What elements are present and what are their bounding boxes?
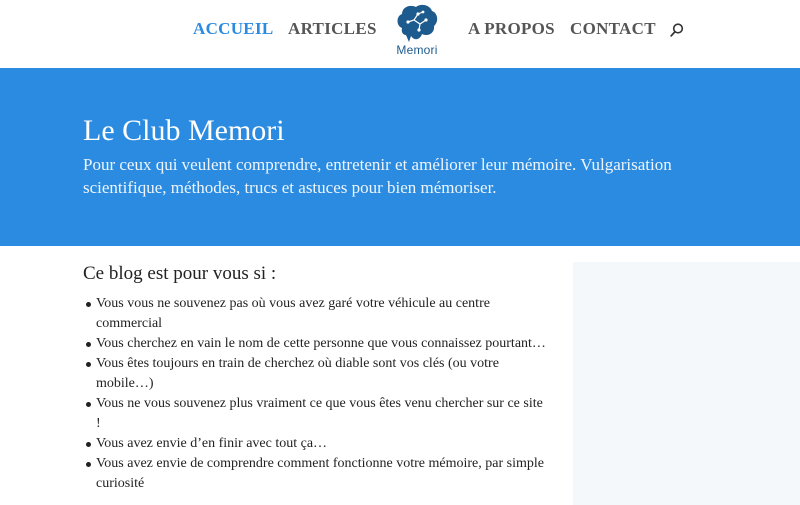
site-header [0, 0, 800, 68]
search-icon[interactable] [669, 22, 685, 38]
list-item: Vous avez envie d’en finir avec tout ça… [96, 434, 546, 454]
nav-articles[interactable]: ARTICLES [288, 19, 377, 38]
nav-accueil[interactable]: ACCUEIL [193, 19, 274, 38]
list-item: Vous cherchez en vain le nom de cette personne que vous connaissez pourtant… [96, 334, 546, 354]
reasons-list [83, 294, 558, 494]
list-item: Vous vous ne souvenez pas où vous avez garé votre véhicule au centre commercial [96, 294, 546, 334]
list-item: Vous avez envie de comprendre comment fonctionne votre mémoire, par simple curiosité [96, 454, 546, 494]
logo-text: Memori [396, 43, 438, 57]
list-item: Vous êtes toujours en train de cherchez où diable sont vos clés (ou votre mobile…) [96, 354, 546, 394]
list-item: Vous ne vous souvenez plus vraiment ce que vous êtes venu chercher sur ce site ! [96, 394, 546, 434]
nav-contact[interactable]: CONTACT [570, 19, 656, 38]
brain-logo-icon [394, 2, 440, 44]
sidebar [573, 262, 800, 505]
hero-banner [0, 68, 800, 246]
main-content [83, 262, 558, 494]
memori-logo[interactable] [390, 2, 444, 62]
hero-subtitle: Pour ceux qui veulent comprendre, entretenir et améliorer leur mémoire. Vulgarisation scientifique, méthodes, trucs et astuces pour bien mémoriser. [83, 155, 672, 197]
nav-a-propos[interactable]: A PROPOS [468, 19, 555, 38]
section-heading: Ce blog est pour vous si : [83, 263, 277, 284]
hero-title: Le Club Memori [83, 114, 285, 147]
